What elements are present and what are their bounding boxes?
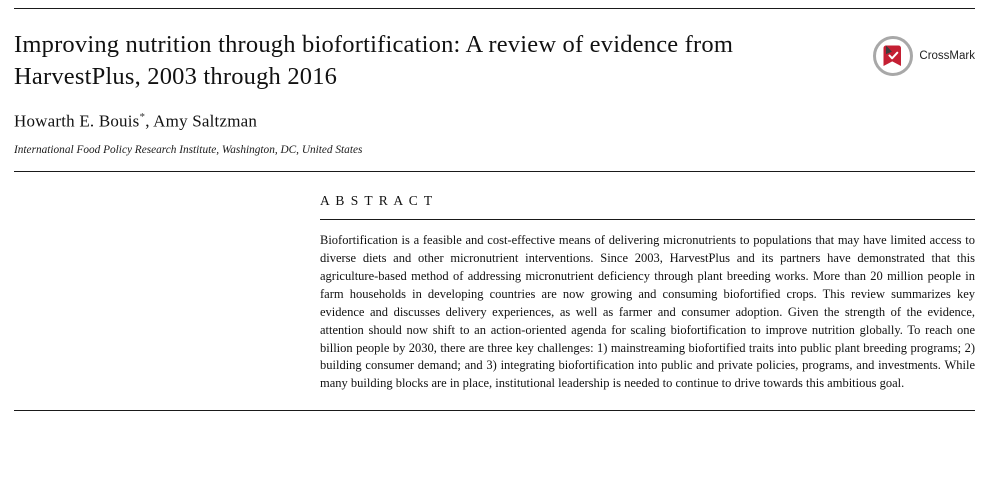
abstract-heading-rule	[320, 219, 975, 220]
bottom-rule	[14, 410, 975, 411]
authors-line	[14, 111, 975, 132]
author-name-2: , Amy Saltzman	[145, 111, 258, 131]
crossmark-icon	[872, 35, 914, 77]
top-rule	[14, 8, 975, 9]
affiliation: International Food Policy Research Institute, Washington, DC, United States	[14, 144, 363, 157]
paper-page	[0, 8, 1000, 502]
abstract-section	[320, 193, 975, 393]
header-divider-rule	[14, 171, 975, 172]
crossmark-label: CrossMark	[919, 50, 975, 62]
abstract-text: Biofortification is a feasible and cost-effective means of delivering micronutrients to populations that may have limited access to diverse diets and other micronutrient interventions. Since 2003, HarvestPlus and its partners have demonstrated that this agriculture-based method of addressing micronutrient deficiency through plant breeding works. More than 20 million people in farm households in developing countries are now growing and consuming biofortified crops. This review summarizes key evidence and discusses delivery experiences, as well as farmer and consumer adoption. Given the strength of the evidence, attention should now shift to an action-oriented agenda for scaling biofortification to improve nutrition globally. To reach one billion people by 2030, there are three key challenges: 1) mainstreaming biofortified traits into public plant breeding programs; 2) building consumer demand; and 3) integrating biofortification into public and private policies, programs, and investments. While many building blocks are in place, institutional leadership is needed to continue to drive towards this ambitious goal.	[320, 233, 975, 391]
crossmark-badge[interactable]	[872, 35, 975, 77]
abstract-heading: A B S T R A C T	[320, 193, 434, 209]
author-name-1: Howarth E. Bouis	[14, 111, 140, 131]
paper-header	[14, 29, 975, 94]
corresponding-author-marker[interactable]: *	[139, 110, 146, 123]
paper-title: Improving nutrition through biofortification: A review of evidence from HarvestPlus, 2003 through 2016	[14, 31, 734, 91]
